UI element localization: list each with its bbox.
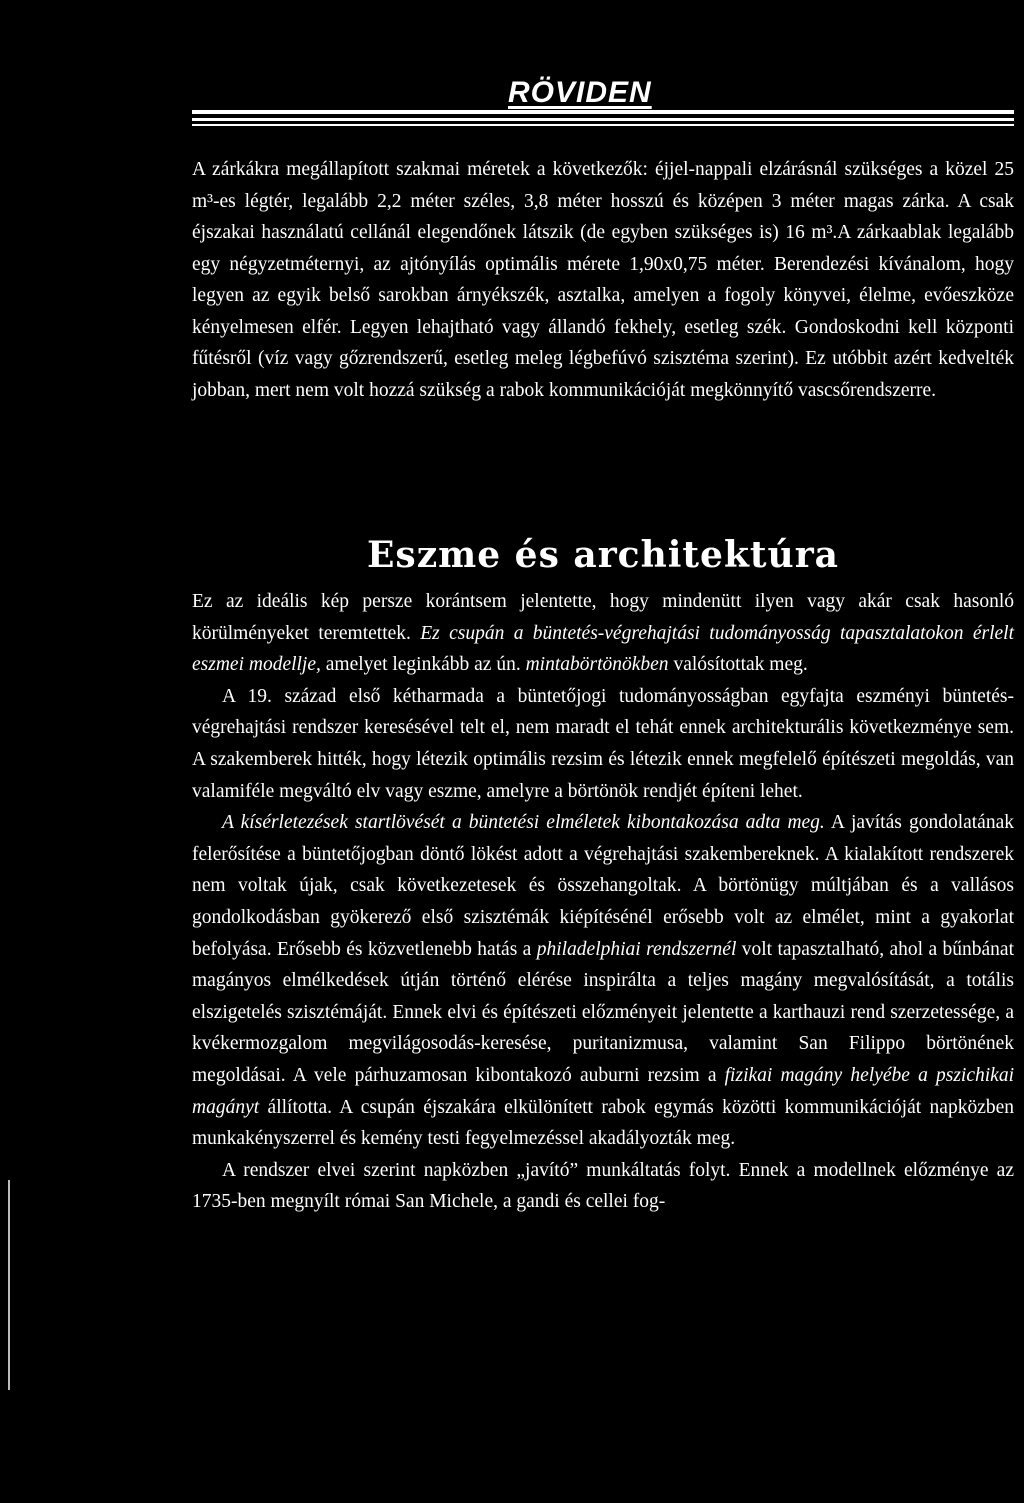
scan-margin-line [8, 1180, 10, 1390]
body-text-span: állította. A csupán éjszakára elkülönített rabok egymás közötti kommunikációját napközben munkakényszerrel és kemény testi fegyelmezéssel akadályozták meg. [192, 1096, 1014, 1150]
italic-text-span: mintabörtönökben [525, 654, 669, 676]
summary-paragraph: A zárkákra megállapított szakmai méretek a következők: éjjel-nappali elzárásnál szükséges a közel 25 m³-es légtér, legalább 2,2 méter széles, 3,8 méter hosszú és középen 3 méter magas zárka. A csak éjszakai használatú cellánál elegendőnek látszik (de egyben szükséges is) 16 m³.A zárkaablak legalább egy négyzetméternyi, az ajtónyílás optimális mérete 1,90x0,75 méter. Berendezési kívánalom, hogy legyen az egyik belső sarokban árnyékszék, asztalka, amelyen a fogoly könyvei, élelme, evőeszköze kényelmesen elfér. Legyen lehajtható vagy állandó fekhely, esetleg szék. Gondoskodni kell központi fűtésről (víz vagy gőzrendszerű, esetleg meleg légbefúvó szisztéma szerint). Ez utóbbit azért kedvelték jobban, mert nem volt hozzá szükség a rabok kommunikációját megkönnyítő vascsőrendszerre. [192, 159, 1014, 401]
header-rule-thick [192, 110, 1014, 114]
body-paragraph-1 [192, 586, 1014, 681]
section-heading: Eszme és architektúra [366, 534, 840, 576]
body-paragraph-3 [192, 807, 1014, 1155]
body-text-span: Ez az ideális kép persze korántsem jelentette, hogy mindenütt ilyen vagy akár csak hasonló körülményeket teremtettek. [192, 591, 1014, 644]
body-paragraph-2: A 19. század első kétharmada a büntetőjogi tudományosságban egyfajta eszményi büntetés-végrehajtási rendszer keresésével telt el, nem maradt el tehát ennek architekturális következménye sem. A szakemberek hitték, hogy létezik optimális rezsim és létezik ennek megfelelő építészeti megoldás, van valamiféle megváltó elv vagy eszme, amelyre a börtönök rendjét építeni lehet. [192, 685, 1014, 802]
body-text-span: amelyet leginkább az ún. [320, 654, 526, 676]
body-text-span: volt tapasztalható, ahol a bűnbánat magányos elmélkedések útján történő elérése inspirálta a teljes magány megvalósítását, a totális elszigetelés szisztémáját. Ennek elvi és építészeti előzményeit jelentette a karthauzi rend szerzetessége, a kvékermozgalom megvilágosodás-keresése, puritanizmusa, valamint San Filippo börtönének megoldásai. A vele párhuzamosan kibontakozó auburni rezsim a [192, 938, 1014, 1086]
section-body [192, 586, 1014, 1218]
italic-text-span: Ez csupán a büntetés-végrehajtási tudományosság tapasztalatokon érlelt eszmei modellje, [192, 622, 1014, 676]
italic-text-span: philadelphiai rendszernél [536, 938, 737, 960]
italic-text-span: fizikai magány helyébe a pszichikai magányt [192, 1064, 1014, 1118]
body-text-span: valósítottak meg. [668, 654, 808, 676]
body-text-span: A javítás gondolatának felerősítése a büntetőjogban döntő lökést adott a végrehajtási szakembereknek. A kialakított rendszerek nem voltak újak, csak következetesek és összehangoltak. A börtönügy múltjában és a vallásos gondolkodásban gyökerező első szisztémák kiépítésénél erősebb volt az elmélet, mint a gyakorlat befolyása. Erősebb és közvetlenebb hatás a [192, 812, 1014, 960]
body-paragraph-4: A rendszer elvei szerint napközben „javító” munkáltatás folyt. Ennek a modellnek előzménye az 1735-ben megnyílt római San Michele, a gandi és cellei fog- [192, 1159, 1014, 1213]
italic-text-span: A kísérletezések startlövését a büntetési elméletek kibontakozása adta meg. [222, 812, 825, 834]
header-rule-thin [192, 124, 1014, 126]
header-rule-middle [192, 118, 1014, 121]
page-header-title: RÖVIDEN [508, 76, 652, 109]
